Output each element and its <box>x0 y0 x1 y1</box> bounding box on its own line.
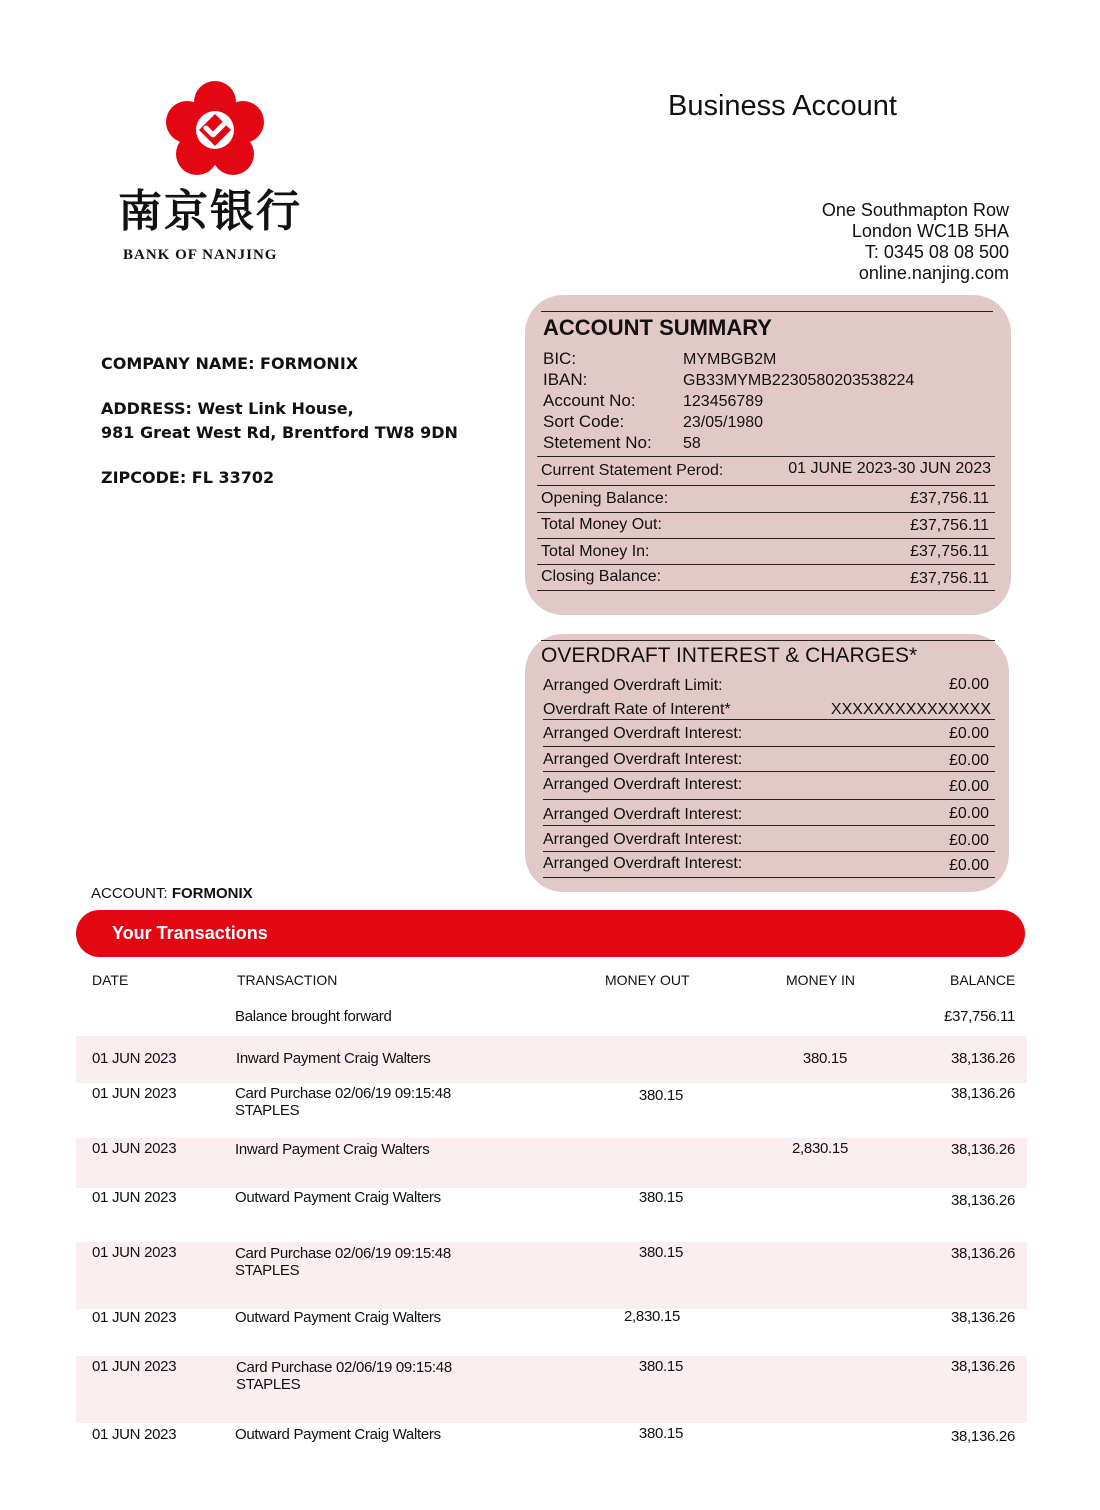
tx-balance: £37,756.11 <box>944 1008 1015 1025</box>
overdraft-interest-label: Arranged Overdraft Interest: <box>543 776 743 793</box>
sort-code-label: Sort Code: <box>543 412 625 431</box>
total-money-out-label: Total Money Out: <box>541 516 662 533</box>
col-header-date: DATE <box>92 972 129 988</box>
bank-logo-icon <box>160 80 270 180</box>
overdraft-limit-label: Arranged Overdraft Limit: <box>543 677 723 694</box>
divider <box>541 311 993 312</box>
tx-description-line2: STAPLES <box>236 1376 301 1393</box>
tx-money-out: 380.15 <box>638 1087 683 1104</box>
tx-money-out: 380.15 <box>638 1358 683 1375</box>
tx-description: Inward Payment Craig Walters <box>236 1050 431 1067</box>
statement-no-value: 58 <box>683 435 701 452</box>
sort-code-value: 23/05/1980 <box>683 414 764 431</box>
tx-money-out: 380.15 <box>638 1425 683 1442</box>
document-title: Business Account <box>668 90 897 122</box>
overdraft-title: OVERDRAFT INTEREST & CHARGES* <box>541 644 918 667</box>
account-name-line <box>91 885 253 902</box>
tx-description: Outward Payment Craig Walters <box>235 1309 441 1326</box>
iban-label: IBAN: <box>543 370 588 389</box>
bank-website[interactable]: online.nanjing.com <box>858 263 1009 283</box>
tx-description: Card Purchase 02/06/19 09:15:48 <box>235 1245 451 1262</box>
overdraft-interest-label: Arranged Overdraft Interest: <box>543 751 743 768</box>
tx-date: 01 JUN 2023 <box>92 1189 177 1206</box>
table-row <box>76 1423 1027 1463</box>
tx-date: 01 JUN 2023 <box>92 1140 177 1157</box>
overdraft-interest-label: Arranged Overdraft Interest: <box>543 831 743 848</box>
tx-balance: 38,136.26 <box>950 1192 1015 1209</box>
company-address-line1: ADDRESS: West Link House, <box>101 399 354 418</box>
tx-date: 01 JUN 2023 <box>92 1358 177 1375</box>
tx-date: 01 JUN 2023 <box>92 1244 177 1261</box>
tx-balance: 38,136.26 <box>950 1245 1015 1262</box>
table-row <box>76 998 1027 1034</box>
overdraft-rate-value: XXXXXXXXXXXXXXX <box>830 701 991 718</box>
tx-money-in: 380.15 <box>802 1050 847 1067</box>
divider <box>537 538 995 539</box>
col-header-money-out: MONEY OUT <box>605 972 690 988</box>
tx-balance: 38,136.26 <box>950 1085 1015 1102</box>
opening-balance-value: £37,756.11 <box>910 490 989 507</box>
statement-period-label: Current Statement Perod: <box>541 462 724 479</box>
bank-address-line: London WC1B 5HA <box>851 221 1009 241</box>
bic-label: BIC: <box>543 349 577 368</box>
overdraft-interest-value: £0.00 <box>948 725 989 742</box>
tx-balance: 38,136.26 <box>950 1141 1015 1158</box>
divider <box>543 771 995 772</box>
total-money-in-label: Total Money In: <box>541 543 650 560</box>
divider <box>537 512 995 513</box>
tx-description: Outward Payment Craig Walters <box>235 1426 441 1443</box>
bank-address-line: One Southmapton Row <box>821 200 1009 220</box>
overdraft-interest-label: Arranged Overdraft Interest: <box>543 855 743 872</box>
divider <box>543 746 995 747</box>
tx-balance: 38,136.26 <box>950 1358 1015 1375</box>
account-no-value: 123456789 <box>683 393 764 410</box>
overdraft-limit-value: £0.00 <box>948 676 989 693</box>
col-header-balance: BALANCE <box>950 972 1016 988</box>
tx-money-out: 380.15 <box>638 1189 683 1206</box>
tx-balance: 38,136.26 <box>950 1428 1015 1445</box>
tx-money-out: 380.15 <box>638 1244 683 1261</box>
bic-value: MYMBGB2M <box>683 351 777 368</box>
table-row <box>76 1188 1027 1242</box>
overdraft-interest-value: £0.00 <box>948 752 989 769</box>
divider <box>537 485 995 486</box>
col-header-transaction: TRANSACTION <box>237 972 338 988</box>
tx-description: Card Purchase 02/06/19 09:15:48 <box>235 1085 451 1102</box>
bank-phone: T: 0345 08 08 500 <box>864 242 1009 262</box>
overdraft-interest-value: £0.00 <box>948 857 989 874</box>
bank-address <box>822 200 1009 284</box>
account-prefix: ACCOUNT: <box>91 885 172 902</box>
account-no-label: Account No: <box>543 391 636 410</box>
divider <box>537 564 995 565</box>
total-money-in-value: £37,756.11 <box>910 543 989 560</box>
opening-balance-label: Opening Balance: <box>541 490 669 507</box>
overdraft-interest-value: £0.00 <box>948 778 989 795</box>
company-address-line2: 981 Great West Rd, Brentford TW8 9DN <box>101 423 458 442</box>
company-zipcode: ZIPCODE: FL 33702 <box>101 468 275 487</box>
table-row <box>76 1036 1027 1083</box>
divider <box>537 590 995 591</box>
statement-period-value: 01 JUNE 2023-30 JUN 2023 <box>788 460 991 477</box>
tx-date: 01 JUN 2023 <box>92 1050 177 1067</box>
divider <box>543 799 995 800</box>
table-row <box>76 1242 1027 1309</box>
table-row <box>76 1138 1027 1188</box>
closing-balance-value: £37,756.11 <box>910 570 989 587</box>
overdraft-interest-value: £0.00 <box>948 805 989 822</box>
statement-no-label: Stetement No: <box>543 433 652 452</box>
divider <box>537 456 995 457</box>
total-money-out-value: £37,756.11 <box>910 517 989 534</box>
divider <box>543 877 995 878</box>
divider <box>543 851 995 852</box>
divider <box>543 719 995 720</box>
transactions-title: Your Transactions <box>112 923 268 943</box>
tx-description: Card Purchase 02/06/19 09:15:48 <box>236 1359 452 1376</box>
overdraft-rate-label: Overdraft Rate of Interent* <box>543 701 731 718</box>
tx-date: 01 JUN 2023 <box>92 1085 177 1102</box>
overdraft-interest-label: Arranged Overdraft Interest: <box>543 725 743 742</box>
logo-english-text: BANK OF NANJING <box>123 247 278 263</box>
tx-description-line2: STAPLES <box>235 1262 300 1279</box>
account-summary-panel <box>525 295 1011 615</box>
table-row <box>76 1083 1027 1138</box>
overdraft-interest-value: £0.00 <box>948 832 989 849</box>
company-name: COMPANY NAME: FORMONIX <box>101 354 359 373</box>
account-summary-title: ACCOUNT SUMMARY <box>543 315 772 340</box>
tx-money-in: 2,830.15 <box>792 1140 848 1157</box>
divider <box>543 825 995 826</box>
tx-money-out: 2,830.15 <box>624 1308 680 1325</box>
iban-value: GB33MYMB2230580203538224 <box>683 372 915 389</box>
tx-description: Inward Payment Craig Walters <box>235 1141 430 1158</box>
tx-balance: 38,136.26 <box>950 1050 1015 1067</box>
tx-balance: 38,136.26 <box>950 1309 1015 1326</box>
tx-date: 01 JUN 2023 <box>92 1426 177 1443</box>
col-header-money-in: MONEY IN <box>786 972 855 988</box>
tx-date: 01 JUN 2023 <box>92 1309 177 1326</box>
table-row <box>76 1356 1027 1423</box>
tx-description: Outward Payment Craig Walters <box>235 1189 441 1206</box>
tx-description: Balance brought forward <box>235 1008 392 1025</box>
logo-chinese-text: 南京银行 <box>118 186 302 237</box>
closing-balance-label: Closing Balance: <box>541 568 662 585</box>
tx-description-line2: STAPLES <box>235 1102 300 1119</box>
table-row <box>76 1309 1027 1356</box>
overdraft-interest-label: Arranged Overdraft Interest: <box>543 806 743 823</box>
divider <box>541 640 995 641</box>
account-name: FORMONIX <box>171 885 253 902</box>
